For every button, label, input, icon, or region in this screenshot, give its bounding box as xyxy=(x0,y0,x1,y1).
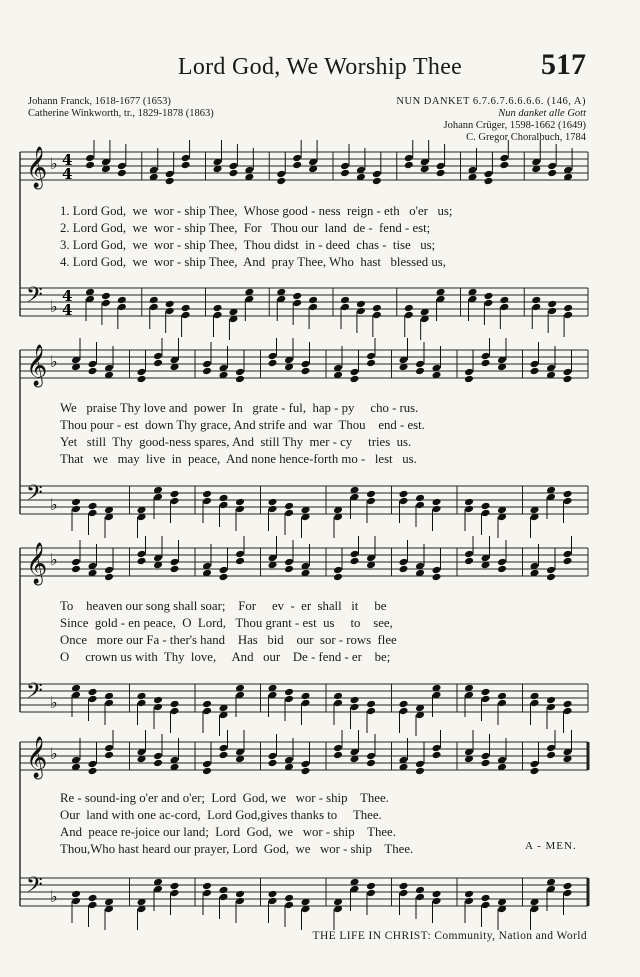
note-head xyxy=(71,565,81,574)
note-head xyxy=(228,162,238,171)
note-head xyxy=(88,360,98,369)
note-head xyxy=(202,707,212,716)
lyric-line: And peace re-joice our land; Lord God, we wor - ship Thee. xyxy=(60,825,396,839)
note-head xyxy=(219,494,229,503)
note-head xyxy=(235,368,245,377)
note-head xyxy=(284,558,294,567)
note-head xyxy=(530,360,540,369)
note-head xyxy=(292,161,302,170)
note-head xyxy=(104,573,114,582)
time-signature-icon: 4 xyxy=(62,301,73,319)
note-head xyxy=(356,300,366,309)
note-head xyxy=(481,502,491,511)
note-head xyxy=(153,703,163,712)
note-head xyxy=(372,311,382,320)
note-head xyxy=(284,688,294,697)
note-head xyxy=(301,699,311,708)
note-head xyxy=(276,177,286,186)
note-head xyxy=(481,352,491,361)
note-head xyxy=(563,889,573,898)
note-head xyxy=(71,505,81,514)
hymn-number: 517 xyxy=(541,48,586,81)
note-head xyxy=(432,498,442,507)
lyrics-system-1 xyxy=(60,203,590,271)
lyric-line: Thou,Who hast heard our prayer, Lord God, we wor - ship Thee. xyxy=(60,842,414,856)
note-head xyxy=(292,299,302,308)
key-flat-icon: ♭ xyxy=(50,154,58,173)
lyric-line: 2. Lord God, we wor - ship Thee, For Thou our land de - fend - est; xyxy=(60,221,431,235)
note-head xyxy=(340,303,350,312)
time-signature-icon: 4 xyxy=(62,151,73,169)
note-head xyxy=(464,368,474,377)
note-head xyxy=(268,498,278,507)
note-head xyxy=(436,169,446,178)
note-head xyxy=(268,352,278,361)
note-head xyxy=(350,557,360,566)
note-head xyxy=(404,154,414,163)
note-head xyxy=(372,304,382,313)
note-head xyxy=(366,490,376,499)
note-head xyxy=(104,692,114,701)
note-head xyxy=(547,169,557,178)
note-head xyxy=(71,890,81,899)
lyrics-system-4 xyxy=(60,790,590,858)
note-head xyxy=(117,303,127,312)
lyric-line: 1. Lord God, we wor - ship Thee, Whose good - ness reign - eth o'er us; xyxy=(60,204,453,218)
note-head xyxy=(432,897,442,906)
note-head xyxy=(530,367,540,376)
note-head xyxy=(170,497,180,506)
note-head xyxy=(308,296,318,305)
note-head xyxy=(546,744,556,753)
note-head xyxy=(219,566,229,575)
note-head xyxy=(181,154,191,163)
note-head xyxy=(85,161,95,170)
lyrics-system-2 xyxy=(60,400,590,468)
lyric-line: Our land with one ac-cord, Lord God,gives thanks to Thee. xyxy=(60,808,382,822)
tune-composer: Johann Crüger, 1598-1662 (1649) xyxy=(443,120,586,131)
note-head xyxy=(483,170,493,179)
note-head xyxy=(530,692,540,701)
note-head xyxy=(137,699,147,708)
note-head xyxy=(88,695,98,704)
note-head xyxy=(531,296,541,305)
note-head xyxy=(563,490,573,499)
note-head xyxy=(284,901,294,910)
note-head xyxy=(366,882,376,891)
lyric-line: To heaven our song shall soar; For ev - er shall it be xyxy=(60,599,387,613)
note-head xyxy=(181,161,191,170)
note-head xyxy=(497,558,507,567)
note-head xyxy=(228,169,238,178)
note-head xyxy=(530,760,540,769)
note-head xyxy=(404,311,414,320)
note-head xyxy=(340,169,350,178)
note-head xyxy=(546,696,556,705)
note-head xyxy=(481,901,491,910)
tune-original-title: Nun danket alle Gott xyxy=(498,108,586,119)
treble-clef-icon: 𝄞 xyxy=(26,737,48,778)
note-head xyxy=(350,696,360,705)
note-head xyxy=(71,498,81,507)
note-head xyxy=(481,894,491,903)
time-signature-icon: 4 xyxy=(62,165,73,183)
note-head xyxy=(268,759,278,768)
key-flat-icon: ♭ xyxy=(50,887,58,906)
note-head xyxy=(547,300,557,309)
note-head xyxy=(88,502,98,511)
note-head xyxy=(350,375,360,384)
note-head xyxy=(366,700,376,709)
note-head xyxy=(104,751,114,760)
note-head xyxy=(284,695,294,704)
note-head xyxy=(88,509,98,518)
note-head xyxy=(219,501,229,510)
lyrics-system-3 xyxy=(60,598,590,666)
note-head xyxy=(563,375,573,384)
note-head xyxy=(170,558,180,567)
note-head xyxy=(497,699,507,708)
note-head xyxy=(137,368,147,377)
note-head xyxy=(436,162,446,171)
note-head xyxy=(153,752,163,761)
note-head xyxy=(464,550,474,559)
note-head xyxy=(499,303,509,312)
note-head xyxy=(366,497,376,506)
note-head xyxy=(292,292,302,301)
note-head xyxy=(415,767,425,776)
note-head xyxy=(497,565,507,574)
note-head xyxy=(481,509,491,518)
amen-label: A - MEN. xyxy=(525,840,577,852)
note-head xyxy=(202,760,212,769)
note-head xyxy=(88,767,98,776)
note-head xyxy=(284,894,294,903)
note-head xyxy=(356,307,366,316)
note-head xyxy=(181,304,191,313)
note-head xyxy=(404,304,414,313)
note-head xyxy=(88,901,98,910)
note-head xyxy=(481,695,491,704)
note-head xyxy=(399,558,409,567)
note-head xyxy=(301,692,311,701)
text-translator: Catherine Winkworth, tr., 1829-1878 (1863) xyxy=(28,108,214,119)
note-head xyxy=(71,558,81,567)
note-head xyxy=(415,760,425,769)
note-head xyxy=(333,573,343,582)
note-head xyxy=(546,751,556,760)
note-head xyxy=(276,170,286,179)
note-head xyxy=(219,751,229,760)
note-head xyxy=(563,497,573,506)
note-head xyxy=(149,296,159,305)
note-head xyxy=(165,170,175,179)
note-head xyxy=(415,886,425,895)
note-head xyxy=(301,367,311,376)
note-head xyxy=(547,307,557,316)
note-head xyxy=(88,894,98,903)
note-head xyxy=(153,359,163,368)
bass-clef-icon: 𝄢 xyxy=(26,283,43,313)
note-head xyxy=(235,890,245,899)
hymn-title: Lord God, We Worship Thee xyxy=(177,54,463,80)
note-head xyxy=(202,882,212,891)
note-head xyxy=(88,688,98,697)
treble-clef-icon: 𝄞 xyxy=(26,345,48,386)
note-head xyxy=(464,890,474,899)
note-head xyxy=(137,692,147,701)
note-head xyxy=(399,565,409,574)
lyric-line: 3. Lord God, we wor - ship Thee, Thou didst in - deed chas - tise us; xyxy=(60,238,436,252)
tune-name: NUN DANKET 6.7.6.7.6.6.6.6. (146, A) xyxy=(396,96,586,107)
note-head xyxy=(85,154,95,163)
note-head xyxy=(432,890,442,899)
lyric-line: We praise Thy love and power In grate - ful, hap - py cho - rus. xyxy=(60,401,419,415)
note-head xyxy=(202,490,212,499)
lyric-line: Re - sound-ing o'er and o'er; Lord God, we wor - ship Thee. xyxy=(60,791,389,805)
note-head xyxy=(88,367,98,376)
note-head xyxy=(235,557,245,566)
bass-clef-icon: 𝄢 xyxy=(26,873,43,903)
treble-clef-icon: 𝄞 xyxy=(26,147,48,188)
note-head xyxy=(117,296,127,305)
note-head xyxy=(483,292,493,301)
note-head xyxy=(399,882,409,891)
note-head xyxy=(170,565,180,574)
note-head xyxy=(301,760,311,769)
note-head xyxy=(153,352,163,361)
note-head xyxy=(181,311,191,320)
note-head xyxy=(366,359,376,368)
note-head xyxy=(153,696,163,705)
section-footer: THE LIFE IN CHRIST: Community, Nation and World xyxy=(312,930,587,942)
tune-harmonization: C. Gregor Choralbuch, 1784 xyxy=(466,132,586,143)
note-head xyxy=(235,375,245,384)
note-head xyxy=(268,359,278,368)
note-head xyxy=(372,170,382,179)
note-head xyxy=(366,707,376,716)
note-head xyxy=(333,699,343,708)
lyric-line: That we may live in peace, And none hence-forth mo - lest us. xyxy=(60,452,417,466)
note-head xyxy=(165,300,175,309)
note-head xyxy=(415,367,425,376)
note-head xyxy=(404,161,414,170)
note-head xyxy=(481,359,491,368)
note-head xyxy=(301,767,311,776)
note-head xyxy=(292,154,302,163)
note-head xyxy=(464,505,474,514)
note-head xyxy=(399,497,409,506)
note-head xyxy=(547,162,557,171)
note-head xyxy=(464,498,474,507)
note-head xyxy=(301,360,311,369)
lyric-line: 4. Lord God, we wor - ship Thee, And pray Thee, Who hast blessed us, xyxy=(60,255,446,269)
note-head xyxy=(202,367,212,376)
note-head xyxy=(499,154,509,163)
note-head xyxy=(284,565,294,574)
note-head xyxy=(268,897,278,906)
note-head xyxy=(284,502,294,511)
note-head xyxy=(432,573,442,582)
note-head xyxy=(563,304,573,313)
note-head xyxy=(499,161,509,170)
key-flat-icon: ♭ xyxy=(50,693,58,712)
note-head xyxy=(153,759,163,768)
key-flat-icon: ♭ xyxy=(50,550,58,569)
note-head xyxy=(432,505,442,514)
lyric-line: O crown us with Thy love, And our De - fend - er be; xyxy=(60,650,391,664)
note-head xyxy=(399,707,409,716)
note-head xyxy=(481,752,491,761)
note-head xyxy=(563,700,573,709)
note-head xyxy=(464,375,474,384)
note-head xyxy=(333,751,343,760)
note-head xyxy=(366,752,376,761)
note-head xyxy=(219,744,229,753)
note-head xyxy=(213,311,223,320)
note-head xyxy=(202,700,212,709)
note-head xyxy=(530,767,540,776)
note-head xyxy=(366,889,376,898)
note-head xyxy=(149,303,159,312)
note-head xyxy=(432,744,442,753)
note-head xyxy=(104,699,114,708)
note-head xyxy=(170,490,180,499)
note-head xyxy=(308,303,318,312)
time-signature-icon: 4 xyxy=(62,287,73,305)
note-head xyxy=(165,177,175,186)
note-head xyxy=(530,699,540,708)
note-head xyxy=(483,177,493,186)
note-head xyxy=(350,703,360,712)
note-head xyxy=(117,169,127,178)
note-head xyxy=(546,566,556,575)
note-head xyxy=(101,292,111,301)
note-head xyxy=(481,688,491,697)
note-head xyxy=(415,501,425,510)
note-head xyxy=(165,307,175,316)
note-head xyxy=(415,360,425,369)
note-head xyxy=(219,886,229,895)
note-head xyxy=(137,557,147,566)
note-head xyxy=(497,692,507,701)
treble-clef-icon: 𝄞 xyxy=(26,543,48,584)
note-head xyxy=(235,498,245,507)
note-head xyxy=(219,893,229,902)
note-head xyxy=(563,550,573,559)
note-head xyxy=(202,767,212,776)
note-head xyxy=(333,692,343,701)
note-head xyxy=(499,296,509,305)
note-head xyxy=(350,550,360,559)
tune-credits xyxy=(396,96,586,144)
note-head xyxy=(399,889,409,898)
note-head xyxy=(432,751,442,760)
lyric-line: Since gold - en peace, O Lord, Thou grant - est us to see, xyxy=(60,616,393,630)
note-head xyxy=(117,162,127,171)
note-head xyxy=(268,890,278,899)
note-head xyxy=(563,882,573,891)
note-head xyxy=(464,897,474,906)
note-head xyxy=(170,700,180,709)
note-head xyxy=(366,759,376,768)
key-flat-icon: ♭ xyxy=(50,744,58,763)
note-head xyxy=(235,505,245,514)
note-head xyxy=(219,573,229,582)
note-head xyxy=(170,707,180,716)
note-head xyxy=(399,700,409,709)
key-flat-icon: ♭ xyxy=(50,297,58,316)
note-head xyxy=(531,303,541,312)
key-flat-icon: ♭ xyxy=(50,495,58,514)
bass-clef-icon: 𝄢 xyxy=(26,679,43,709)
note-head xyxy=(202,889,212,898)
note-head xyxy=(340,162,350,171)
note-head xyxy=(71,897,81,906)
note-head xyxy=(88,760,98,769)
note-head xyxy=(170,889,180,898)
note-head xyxy=(284,509,294,518)
lyric-line: Yet still Thy good-ness spares, And still Thy mer - cy tries us. xyxy=(60,435,412,449)
note-head xyxy=(432,566,442,575)
note-head xyxy=(350,368,360,377)
note-head xyxy=(563,557,573,566)
note-head xyxy=(415,893,425,902)
note-head xyxy=(170,882,180,891)
note-head xyxy=(483,299,493,308)
lyric-line: Once more our Fa - ther's hand Has bid our sor - rows flee xyxy=(60,633,397,647)
note-head xyxy=(546,703,556,712)
note-head xyxy=(366,352,376,361)
note-head xyxy=(481,759,491,768)
note-head xyxy=(235,897,245,906)
note-head xyxy=(104,566,114,575)
note-head xyxy=(268,505,278,514)
note-head xyxy=(268,752,278,761)
note-head xyxy=(464,557,474,566)
note-head xyxy=(399,490,409,499)
note-head xyxy=(101,299,111,308)
lyric-line: Thou pour - est down Thy grace, And strife and war Thou end - est. xyxy=(60,418,425,432)
note-head xyxy=(213,304,223,313)
note-head xyxy=(202,360,212,369)
note-head xyxy=(563,368,573,377)
note-head xyxy=(104,744,114,753)
note-head xyxy=(333,744,343,753)
bass-clef-icon: 𝄢 xyxy=(26,481,43,511)
note-head xyxy=(546,573,556,582)
text-author: Johann Franck, 1618-1677 (1653) xyxy=(28,96,171,107)
note-head xyxy=(340,296,350,305)
key-flat-icon: ♭ xyxy=(50,352,58,371)
note-head xyxy=(563,311,573,320)
note-head xyxy=(333,566,343,575)
note-head xyxy=(563,707,573,716)
note-head xyxy=(235,550,245,559)
text-credits xyxy=(28,96,214,120)
note-head xyxy=(415,494,425,503)
note-head xyxy=(137,375,147,384)
note-head xyxy=(372,177,382,186)
note-head xyxy=(137,550,147,559)
note-head xyxy=(202,497,212,506)
